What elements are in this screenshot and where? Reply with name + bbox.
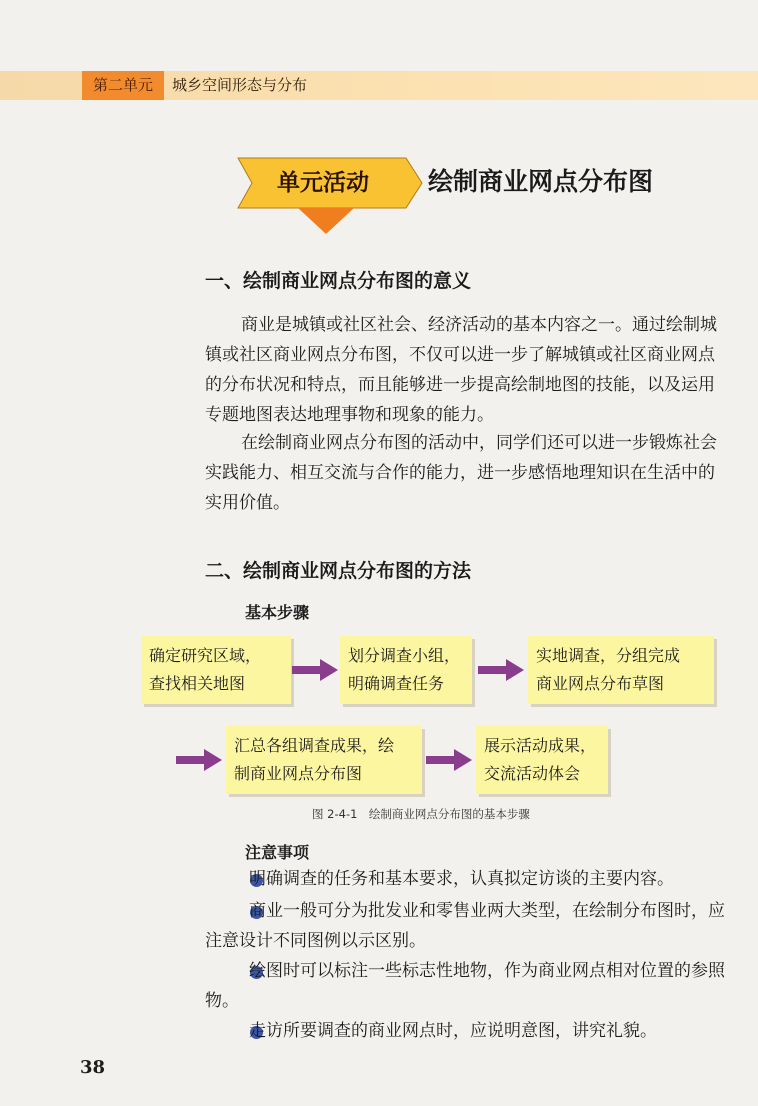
unit-title: 城乡空间形态与分布 xyxy=(172,76,308,94)
step-box-1 xyxy=(141,636,291,704)
flow-arrow-2 xyxy=(478,659,524,681)
note-item-3: 绘图时可以标注一些标志性地物，作为商业网点相对位置的参照物。 xyxy=(205,961,725,1011)
note-item-2: 商业一般可分为批发业和零售业两大类型，在绘制分布图时，应注意设计不同图例以示区别。 xyxy=(205,901,725,951)
note-item-4: 走访所要调查的商业网点时，应说明意图，讲究礼貌。 xyxy=(249,1021,657,1041)
notes-heading: 注意事项 xyxy=(245,843,310,862)
page-number: 38 xyxy=(80,1057,106,1078)
step-3-line1: 实地调查，分组完成 xyxy=(536,646,681,665)
steps-subheading: 基本步骤 xyxy=(245,603,310,622)
flow-arrow-1 xyxy=(292,659,338,681)
step-2-line1: 划分调查小组， xyxy=(348,646,461,665)
section1-paragraph-2: 在绘制商业网点分布图的活动中，同学们还可以进一步锻炼社会实践能力、相互交流与合作的能力，进一步感悟地理知识在生活中的实用价值。 xyxy=(205,433,717,513)
section1-heading: 一、绘制商业网点分布图的意义 xyxy=(205,270,472,292)
step-5-line1: 展示活动成果， xyxy=(484,736,597,755)
activity-title: 绘制商业网点分布图 xyxy=(428,167,654,196)
step-1-line2: 查找相关地图 xyxy=(149,674,246,693)
section2-heading: 二、绘制商业网点分布图的方法 xyxy=(205,560,472,582)
step-2-line2: 明确调查任务 xyxy=(348,674,445,693)
figure-caption: 图 2-4-1 绘制商业网点分布图的基本步骤 xyxy=(312,807,530,821)
step-3-line2: 商业网点分布草图 xyxy=(536,674,665,693)
step-1-line1: 确定研究区域， xyxy=(149,646,262,665)
unit-tab: 第二单元 xyxy=(82,71,164,100)
step-box-3 xyxy=(528,636,714,704)
step-4-line1: 汇总各组调查成果，绘 xyxy=(234,736,395,755)
activity-label: 单元活动 xyxy=(277,169,369,196)
note-item-1: 明确调查的任务和基本要求，认真拟定访谈的主要内容。 xyxy=(249,869,674,889)
step-box-5 xyxy=(476,726,608,794)
section1-paragraph-1: 商业是城镇或社区社会、经济活动的基本内容之一。通过绘制城镇或社区商业网点分布图，不仅可以进一步了解城镇或社区商业网点的分布状况和特点，而且能够进一步提高绘制地图的技能，以及运用专题地图表达地理事物和现象的能力。 xyxy=(205,315,717,425)
flow-arrow-3 xyxy=(176,749,222,771)
flow-arrow-4 xyxy=(426,749,472,771)
banner-triangle xyxy=(298,208,354,234)
step-box-2 xyxy=(340,636,472,704)
step-box-4 xyxy=(226,726,422,794)
step-4-line2: 制商业网点分布图 xyxy=(234,764,363,783)
step-5-line2: 交流活动体会 xyxy=(484,764,581,783)
